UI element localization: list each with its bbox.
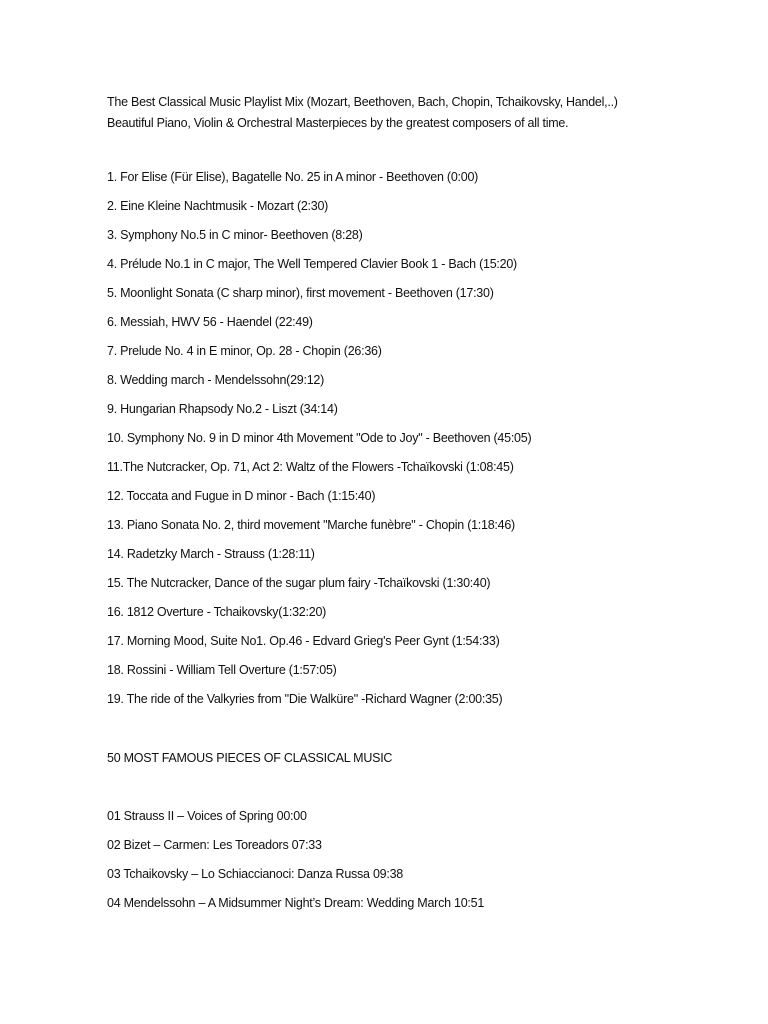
list-item: 4. Prélude No.1 in C major, The Well Tempered Clavier Book 1 - Bach (15:20) [107,257,517,271]
list-item: 5. Moonlight Sonata (C sharp minor), first movement - Beethoven (17:30) [107,286,494,300]
intro-title-line: The Best Classical Music Playlist Mix (Mozart, Beethoven, Bach, Chopin, Tchaikovsky, Handel,..) [107,95,618,109]
list-item: 8. Wedding march - Mendelssohn(29:12) [107,373,325,387]
list-item: 03 Tchaikovsky – Lo Schiaccianoci: Danza Russa 09:38 [107,867,403,881]
list-item: 12. Toccata and Fugue in D minor - Bach (1:15:40) [107,489,376,503]
famous-pieces-list [107,806,484,922]
playlist-track-list [107,167,531,718]
list-item: 18. Rossini - William Tell Overture (1:57:05) [107,663,337,677]
list-item: 16. 1812 Overture - Tchaikovsky(1:32:20) [107,605,327,619]
section-heading: 50 MOST FAMOUS PIECES OF CLASSICAL MUSIC [107,751,393,765]
list-item: 2. Eine Kleine Nachtmusik - Mozart (2:30) [107,199,329,213]
list-item: 6. Messiah, HWV 56 - Haendel (22:49) [107,315,313,329]
list-item: 10. Symphony No. 9 in D minor 4th Movement "Ode to Joy" - Beethoven (45:05) [107,431,532,445]
list-item: 1. For Elise (Für Elise), Bagatelle No. 25 in A minor - Beethoven (0:00) [107,170,479,184]
list-item: 15. The Nutcracker, Dance of the sugar plum fairy -Tchaïkovski (1:30:40) [107,576,491,590]
list-item: 13. Piano Sonata No. 2, third movement "Marche funèbre" - Chopin (1:18:46) [107,518,515,532]
list-item: 9. Hungarian Rhapsody No.2 - Liszt (34:14) [107,402,338,416]
intro-paragraph [107,92,747,134]
list-item: 11.The Nutcracker, Op. 71, Act 2: Waltz of the Flowers -Tchaïkovski (1:08:45) [107,460,514,474]
list-item: 04 Mendelssohn – A Midsummer Night’s Dream: Wedding March 10:51 [107,896,485,910]
list-item: 19. The ride of the Valkyries from "Die Walküre" -Richard Wagner (2:00:35) [107,692,503,706]
list-item: 02 Bizet – Carmen: Les Toreadors 07:33 [107,838,322,852]
list-item: 01 Strauss II – Voices of Spring 00:00 [107,809,307,823]
list-item: 3. Symphony No.5 in C minor- Beethoven (8:28) [107,228,363,242]
list-item: 17. Morning Mood, Suite No1. Op.46 - Edvard Grieg's Peer Gynt (1:54:33) [107,634,500,648]
intro-subtitle-line: Beautiful Piano, Violin & Orchestral Masterpieces by the greatest composers of all time. [107,116,569,130]
list-item: 7. Prelude No. 4 in E minor, Op. 28 - Chopin (26:36) [107,344,382,358]
document-page [107,92,747,910]
list-item: 14. Radetzky March - Strauss (1:28:11) [107,547,315,561]
